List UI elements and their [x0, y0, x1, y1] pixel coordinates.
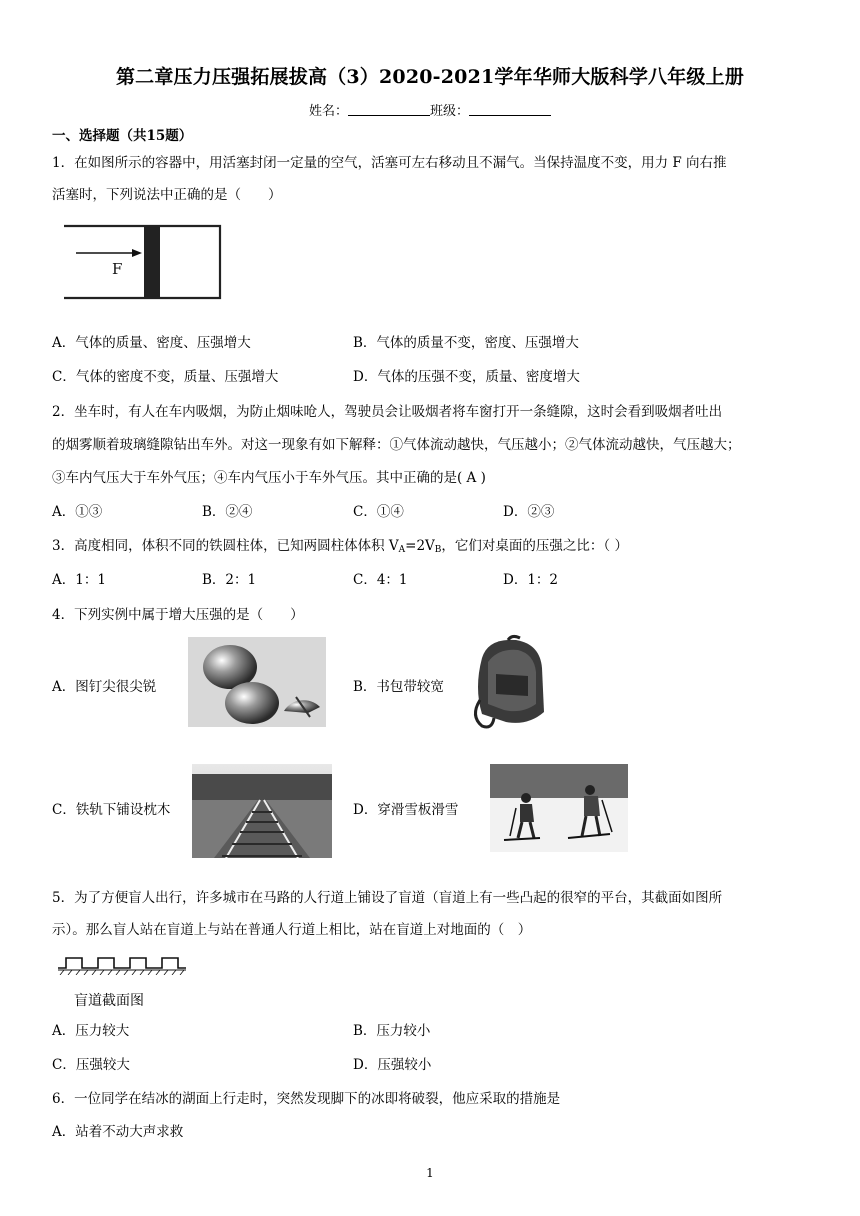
q5-option-c: C．压强较大 [52, 1057, 130, 1073]
skiers-image [490, 764, 628, 852]
q3-option-d: D．1：2 [503, 572, 559, 588]
q2-option-c: C．①④ [353, 504, 404, 520]
page-number: 1 [426, 1166, 434, 1180]
blind-path-caption: 盲道截面图 [74, 993, 144, 1009]
section-heading: 一、选择题（共15题） [52, 128, 193, 144]
q3-sub-a: A [398, 545, 406, 555]
q3-stem [52, 534, 628, 555]
q4-stem: 4．下列实例中属于增大压强的是（ ） [52, 607, 304, 623]
q5-line1: 5．为了方便盲人出行，许多城市在马路的人行道上铺设了盲道（盲道上有一些凸起的很窄的平台，其截面如图所 [52, 890, 723, 906]
q4-option-a: A．图钉尖很尖锐 [52, 679, 157, 695]
piston-container-figure [64, 224, 222, 300]
q3-option-c: C．4：1 [353, 572, 408, 588]
q2-option-a: A．①③ [52, 504, 103, 520]
q3-stem-pre: 3．高度相同，体积不同的铁圆柱体，已知两圆柱体体积 V [52, 538, 399, 554]
name-blank [348, 103, 430, 116]
q5-option-b: B．压力较小 [353, 1023, 431, 1039]
q3-stem-post: ，它们对桌面的压强之比：（ ） [441, 538, 628, 554]
q4-option-c: C．铁轨下铺设枕木 [52, 802, 171, 818]
q1-option-d: D．气体的压强不变，质量、密度增大 [353, 369, 580, 385]
class-label: 班级： [430, 104, 470, 119]
page-title: 第二章压力压强拓展拔高（3）2020-2021学年华师大版科学八年级上册 [115, 66, 745, 88]
q6-stem: 6．一位同学在结冰的湖面上行走时，突然发现脚下的冰即将破裂，他应采取的措施是 [52, 1091, 561, 1107]
force-label: F [112, 260, 123, 278]
q2-line1: 2．坐车时，有人在车内吸烟，为防止烟味呛人，驾驶员会让吸烟者将车窗打开一条缝隙，这时会看到吸烟者吐出 [52, 404, 723, 420]
thumbtacks-image [188, 637, 326, 727]
q1-option-b: B．气体的质量不变，密度、压强增大 [353, 335, 579, 351]
class-blank [469, 103, 551, 116]
q2-option-b: B．②④ [202, 504, 253, 520]
q1-option-c: C．气体的密度不变，质量、压强增大 [52, 369, 279, 385]
q1-line2: 活塞时，下列说法中正确的是（ ） [52, 187, 282, 203]
backpack-image [468, 634, 550, 734]
q5-option-d: D．压强较小 [353, 1057, 432, 1073]
q2-line3: ③车内气压大于车外气压；④车内气压小于车外气压。其中正确的是( A ) [52, 470, 486, 486]
q2-option-d: D．②③ [503, 504, 555, 520]
q3-option-b: B．2：1 [202, 572, 257, 588]
q1-option-a: A．气体的质量、密度、压强增大 [52, 335, 251, 351]
name-label: 姓名： [308, 104, 348, 119]
q4-option-d: D．穿滑雪板滑雪 [353, 802, 459, 818]
q4-option-b: B．书包带较宽 [353, 679, 444, 695]
q1-line1: 1．在如图所示的容器中，用活塞封闭一定量的空气，活塞可左右移动且不漏气。当保持温度不变，用力 F 向右推 [52, 155, 727, 171]
q3-stem-mid: =2V [405, 538, 435, 554]
piston-block [144, 227, 160, 297]
name-class-line [0, 100, 860, 119]
q3-sub-b: B [434, 545, 442, 555]
q5-line2: 示）。那么盲人站在盲道上与站在普通人行道上相比，站在盲道上对地面的（ ） [52, 922, 532, 938]
q6-option-a: A．站着不动大声求救 [52, 1124, 184, 1140]
q3-option-a: A．1：1 [52, 572, 106, 588]
q5-option-a: A．压力较大 [52, 1023, 130, 1039]
blind-path-cross-section-figure [58, 955, 190, 975]
railway-track-image [192, 764, 332, 858]
q2-line2: 的烟雾顺着玻璃缝隙钻出车外。对这一现象有如下解释：①气体流动越快，气压越小；②气体流动越快，气压越大； [52, 437, 741, 453]
